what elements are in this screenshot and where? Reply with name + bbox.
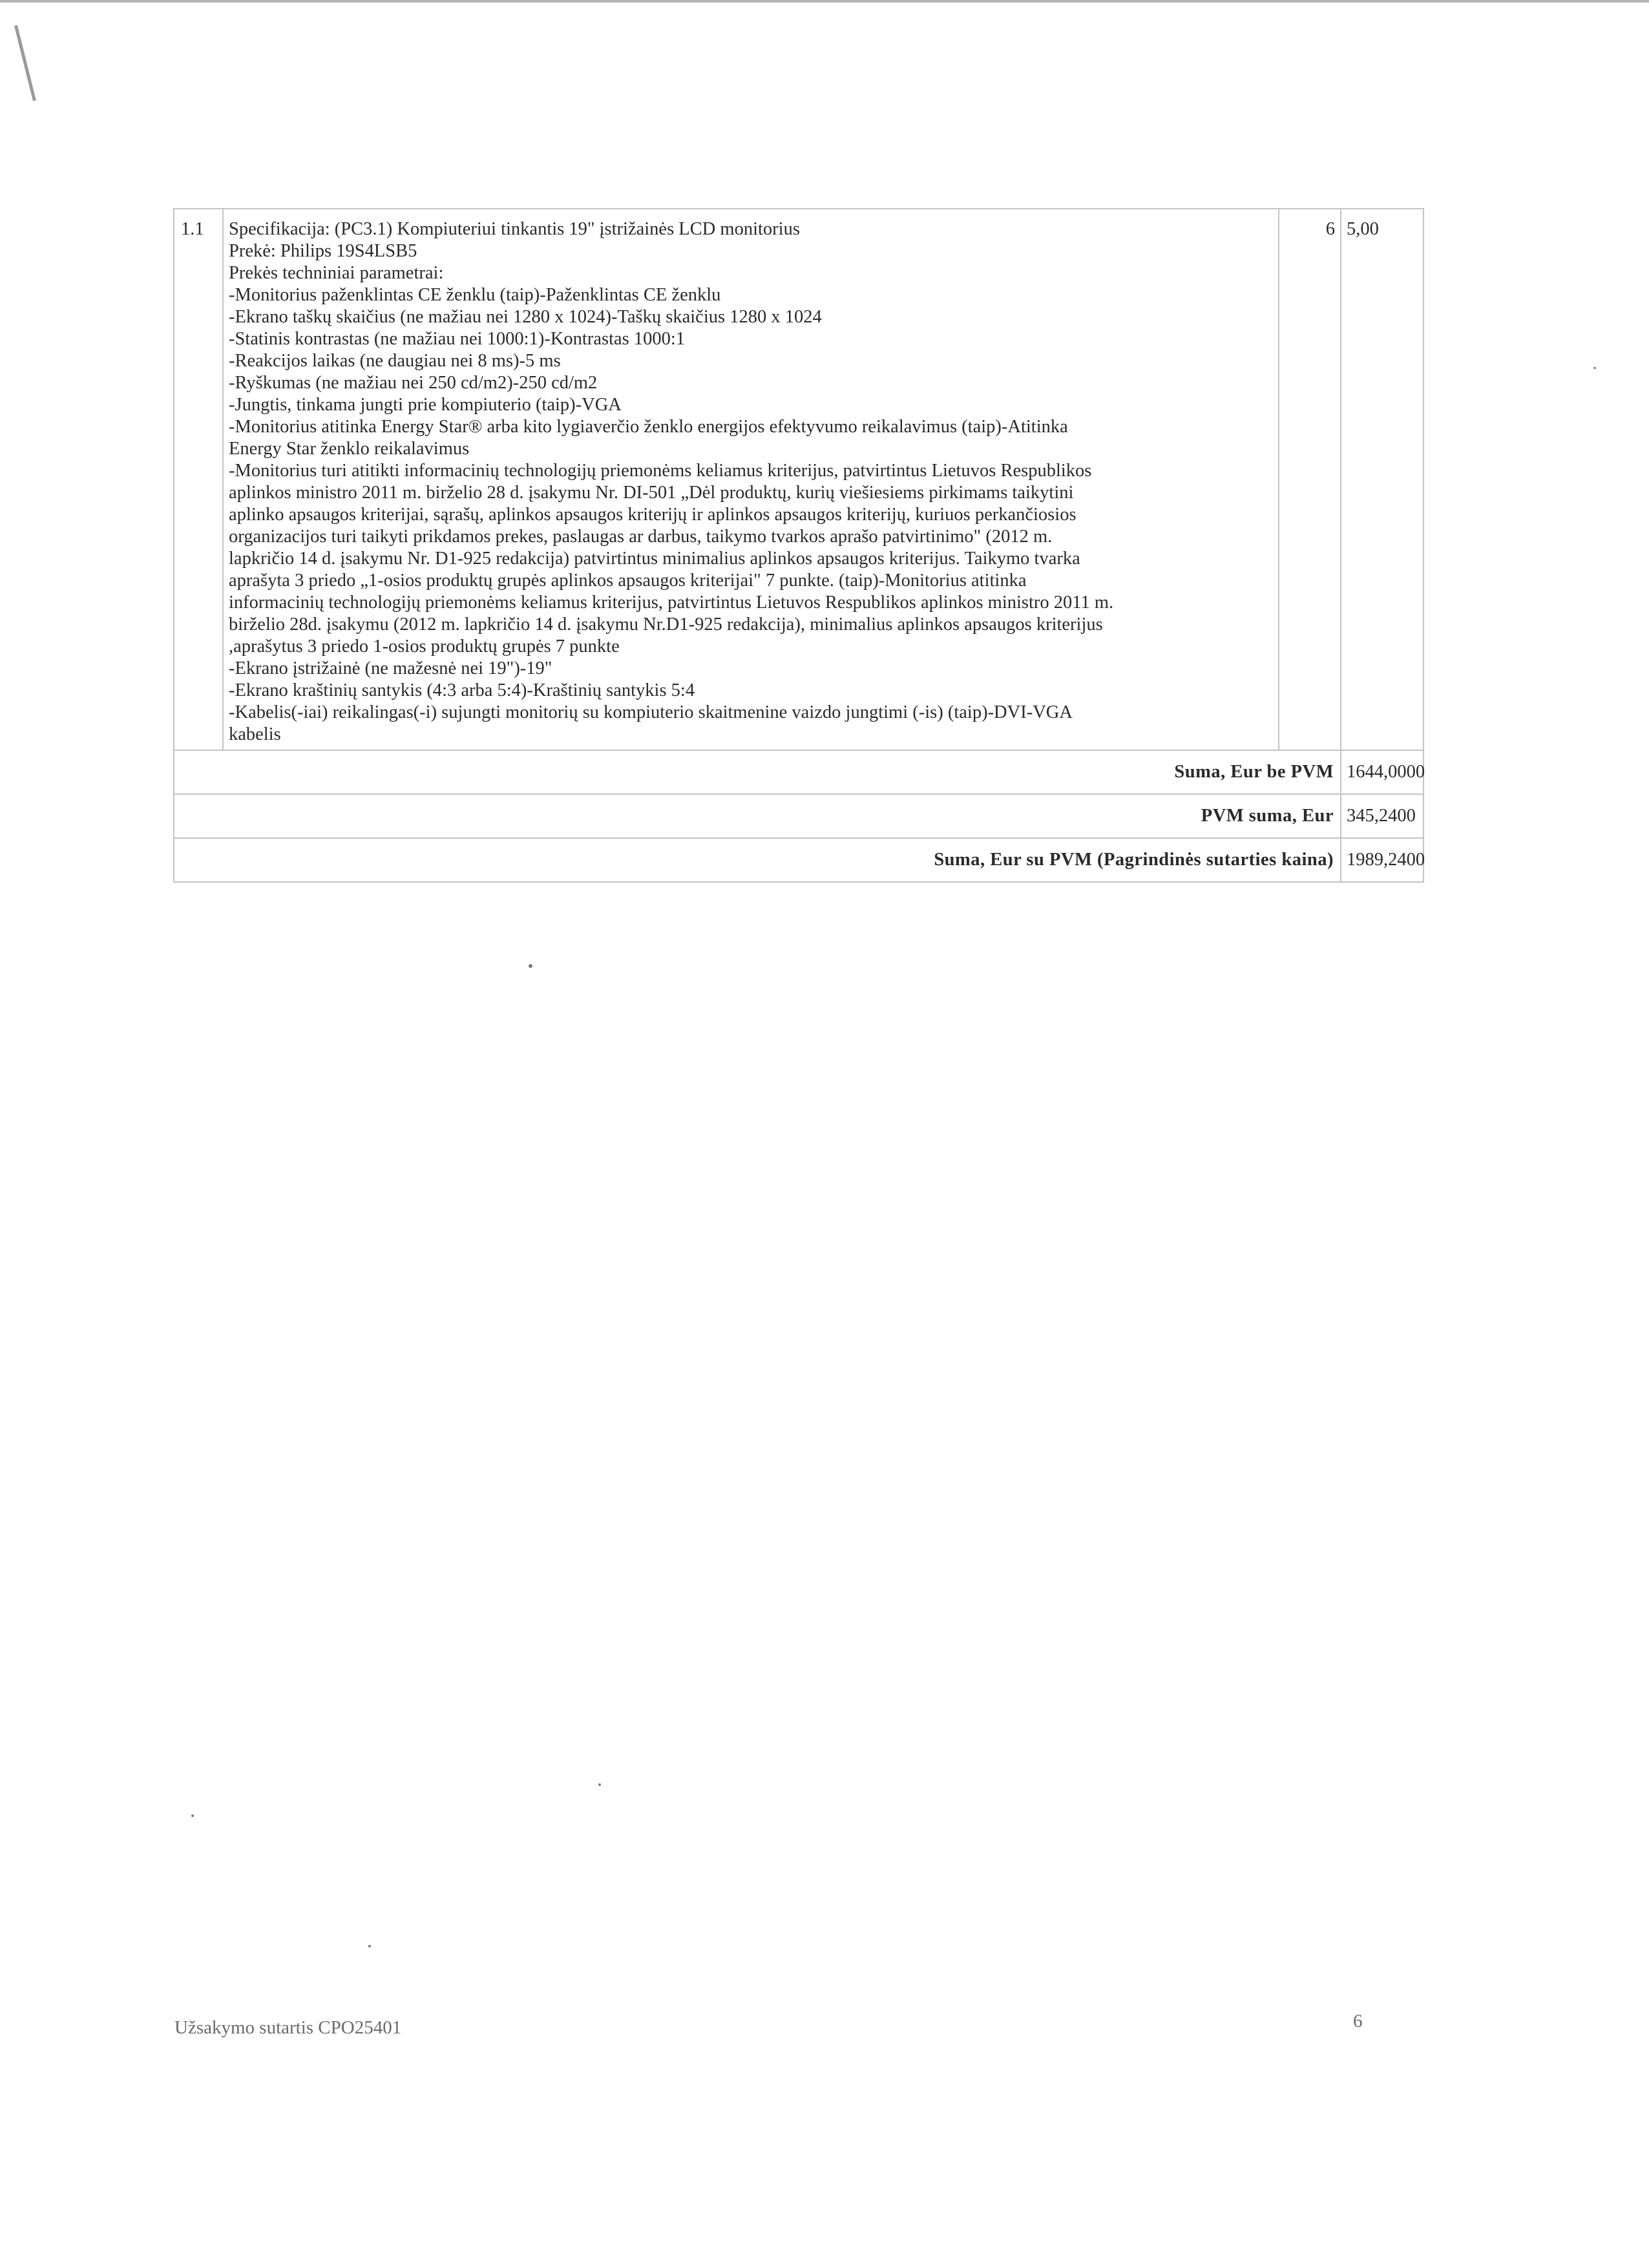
spec-line: -Monitorius atitinka Energy Star® arba kito lygiaverčio ženklo energijos efektyvumo reikalavimus (taip)-Atitinka (229, 417, 1068, 437)
spec-line: aplinkos ministro 2011 m. birželio 28 d. įsakymu Nr. DI-501 „Dėl produktų, kurių viešiesiems pirkimams taikytini (229, 483, 1074, 503)
scan-speck (529, 964, 532, 968)
item-description (223, 209, 1279, 750)
spec-line: aprašyta 3 priedo „1-osios produktų grupės aplinkos apsaugos kriterijai" 7 punkte. (taip)-Monitorius atitinka (229, 571, 1027, 591)
sum-without-vat-label: Suma, Eur be PVM (174, 750, 1341, 794)
total-row (174, 794, 1423, 838)
spec-line: birželio 28d. įsakymu (2012 m. lapkričio 14 d. įsakymu Nr.D1-925 redakcija), minimalius aplinkos apsaugos kriterijus (229, 614, 1103, 635)
sum-with-vat-value: 1989,2400 (1341, 838, 1423, 882)
page-number: 6 (1353, 2011, 1363, 2032)
scan-top-edge (0, 0, 1649, 3)
spec-line: -Jungtis, tinkama jungti prie kompiuterio (taip)-VGA (229, 395, 622, 415)
table-row (174, 209, 1423, 750)
spec-line: -Monitorius turi atitikti informacinių technologijų priemonėms keliamus kriterijus, patvirtintus Lietuvos Respublikos (229, 461, 1092, 481)
sum-without-vat-value: 1644,0000 (1341, 750, 1423, 794)
total-row (174, 750, 1423, 794)
scan-speck (598, 1783, 601, 1786)
vat-sum-label: PVM suma, Eur (174, 794, 1341, 838)
spec-line: aplinko apsaugos kriterijai, sąrašų, aplinkos apsaugos kriterijų ir aplinkos apsaugos kriterijų, kuriuos perkančiosios (229, 505, 1077, 525)
scan-speck (191, 1814, 194, 1817)
spec-line: Specifikacija: (PC3.1) Kompiuteriui tinkantis 19" įstrižainės LCD monitorius (229, 219, 800, 239)
scan-speck (1593, 367, 1596, 369)
sum-with-vat-label: Suma, Eur su PVM (Pagrindinės sutarties kaina) (174, 838, 1341, 882)
spec-line: lapkričio 14 d. įsakymu Nr. D1-925 redakcija) patvirtintus minimalius aplinkos apsaugos kriterijus. Taikymo tvarka (229, 549, 1080, 569)
spec-line: -Ryškumas (ne mažiau nei 250 cd/m2)-250 cd/m2 (229, 373, 598, 393)
scan-corner-mark (14, 25, 36, 101)
scan-speck (368, 1945, 371, 1948)
spec-line: -Kabelis(-iai) reikalingas(-i) sujungti monitorių su kompiuterio skaitmenine vaizdo jungtimi (-is) (taip)-DVI-VGA (229, 702, 1073, 722)
item-quantity: 6 (1279, 209, 1341, 750)
vat-sum-value: 345,2400 (1341, 794, 1423, 838)
spec-line: -Reakcijos laikas (ne daugiau nei 8 ms)-5 ms (229, 351, 561, 371)
spec-line: Prekė: Philips 19S4LSB5 (229, 241, 417, 261)
item-price: 5,00 (1341, 209, 1423, 750)
spec-line: ,aprašytus 3 priedo 1-osios produktų grupės 7 punkte (229, 636, 620, 656)
spec-line: -Ekrano kraštinių santykis (4:3 arba 5:4)-Kraštinių santykis 5:4 (229, 680, 695, 700)
spec-line: -Monitorius paženklintas CE ženklu (taip)-Paženklintas CE ženklu (229, 285, 721, 305)
spec-line: kabelis (229, 724, 281, 744)
footer-contract: Užsakymo sutartis CPO25401 (174, 2017, 402, 2038)
spec-line: informacinių technologijų priemonėms keliamus kriterijus, patvirtintus Lietuvos Respublikos aplinkos ministro 2011 m. (229, 593, 1114, 613)
spec-line: Prekės techniniai parametrai: (229, 263, 444, 283)
order-items-table (173, 208, 1424, 883)
spec-line: -Ekrano taškų skaičius (ne mažiau nei 1280 x 1024)-Taškų skaičius 1280 x 1024 (229, 307, 822, 327)
spec-line: -Statinis kontrastas (ne mažiau nei 1000:1)-Kontrastas 1000:1 (229, 329, 686, 349)
item-number: 1.1 (174, 209, 223, 750)
spec-line: -Ekrano įstrižainė (ne mažesnė nei 19")-19" (229, 658, 552, 678)
spec-line: Energy Star ženklo reikalavimus (229, 439, 470, 459)
total-row (174, 838, 1423, 882)
spec-line: organizacijos turi taikyti prikdamos prekes, paslaugas ar darbus, taikymo tvarkos aprašo patvirtinimo" (2012 m. (229, 527, 1053, 547)
